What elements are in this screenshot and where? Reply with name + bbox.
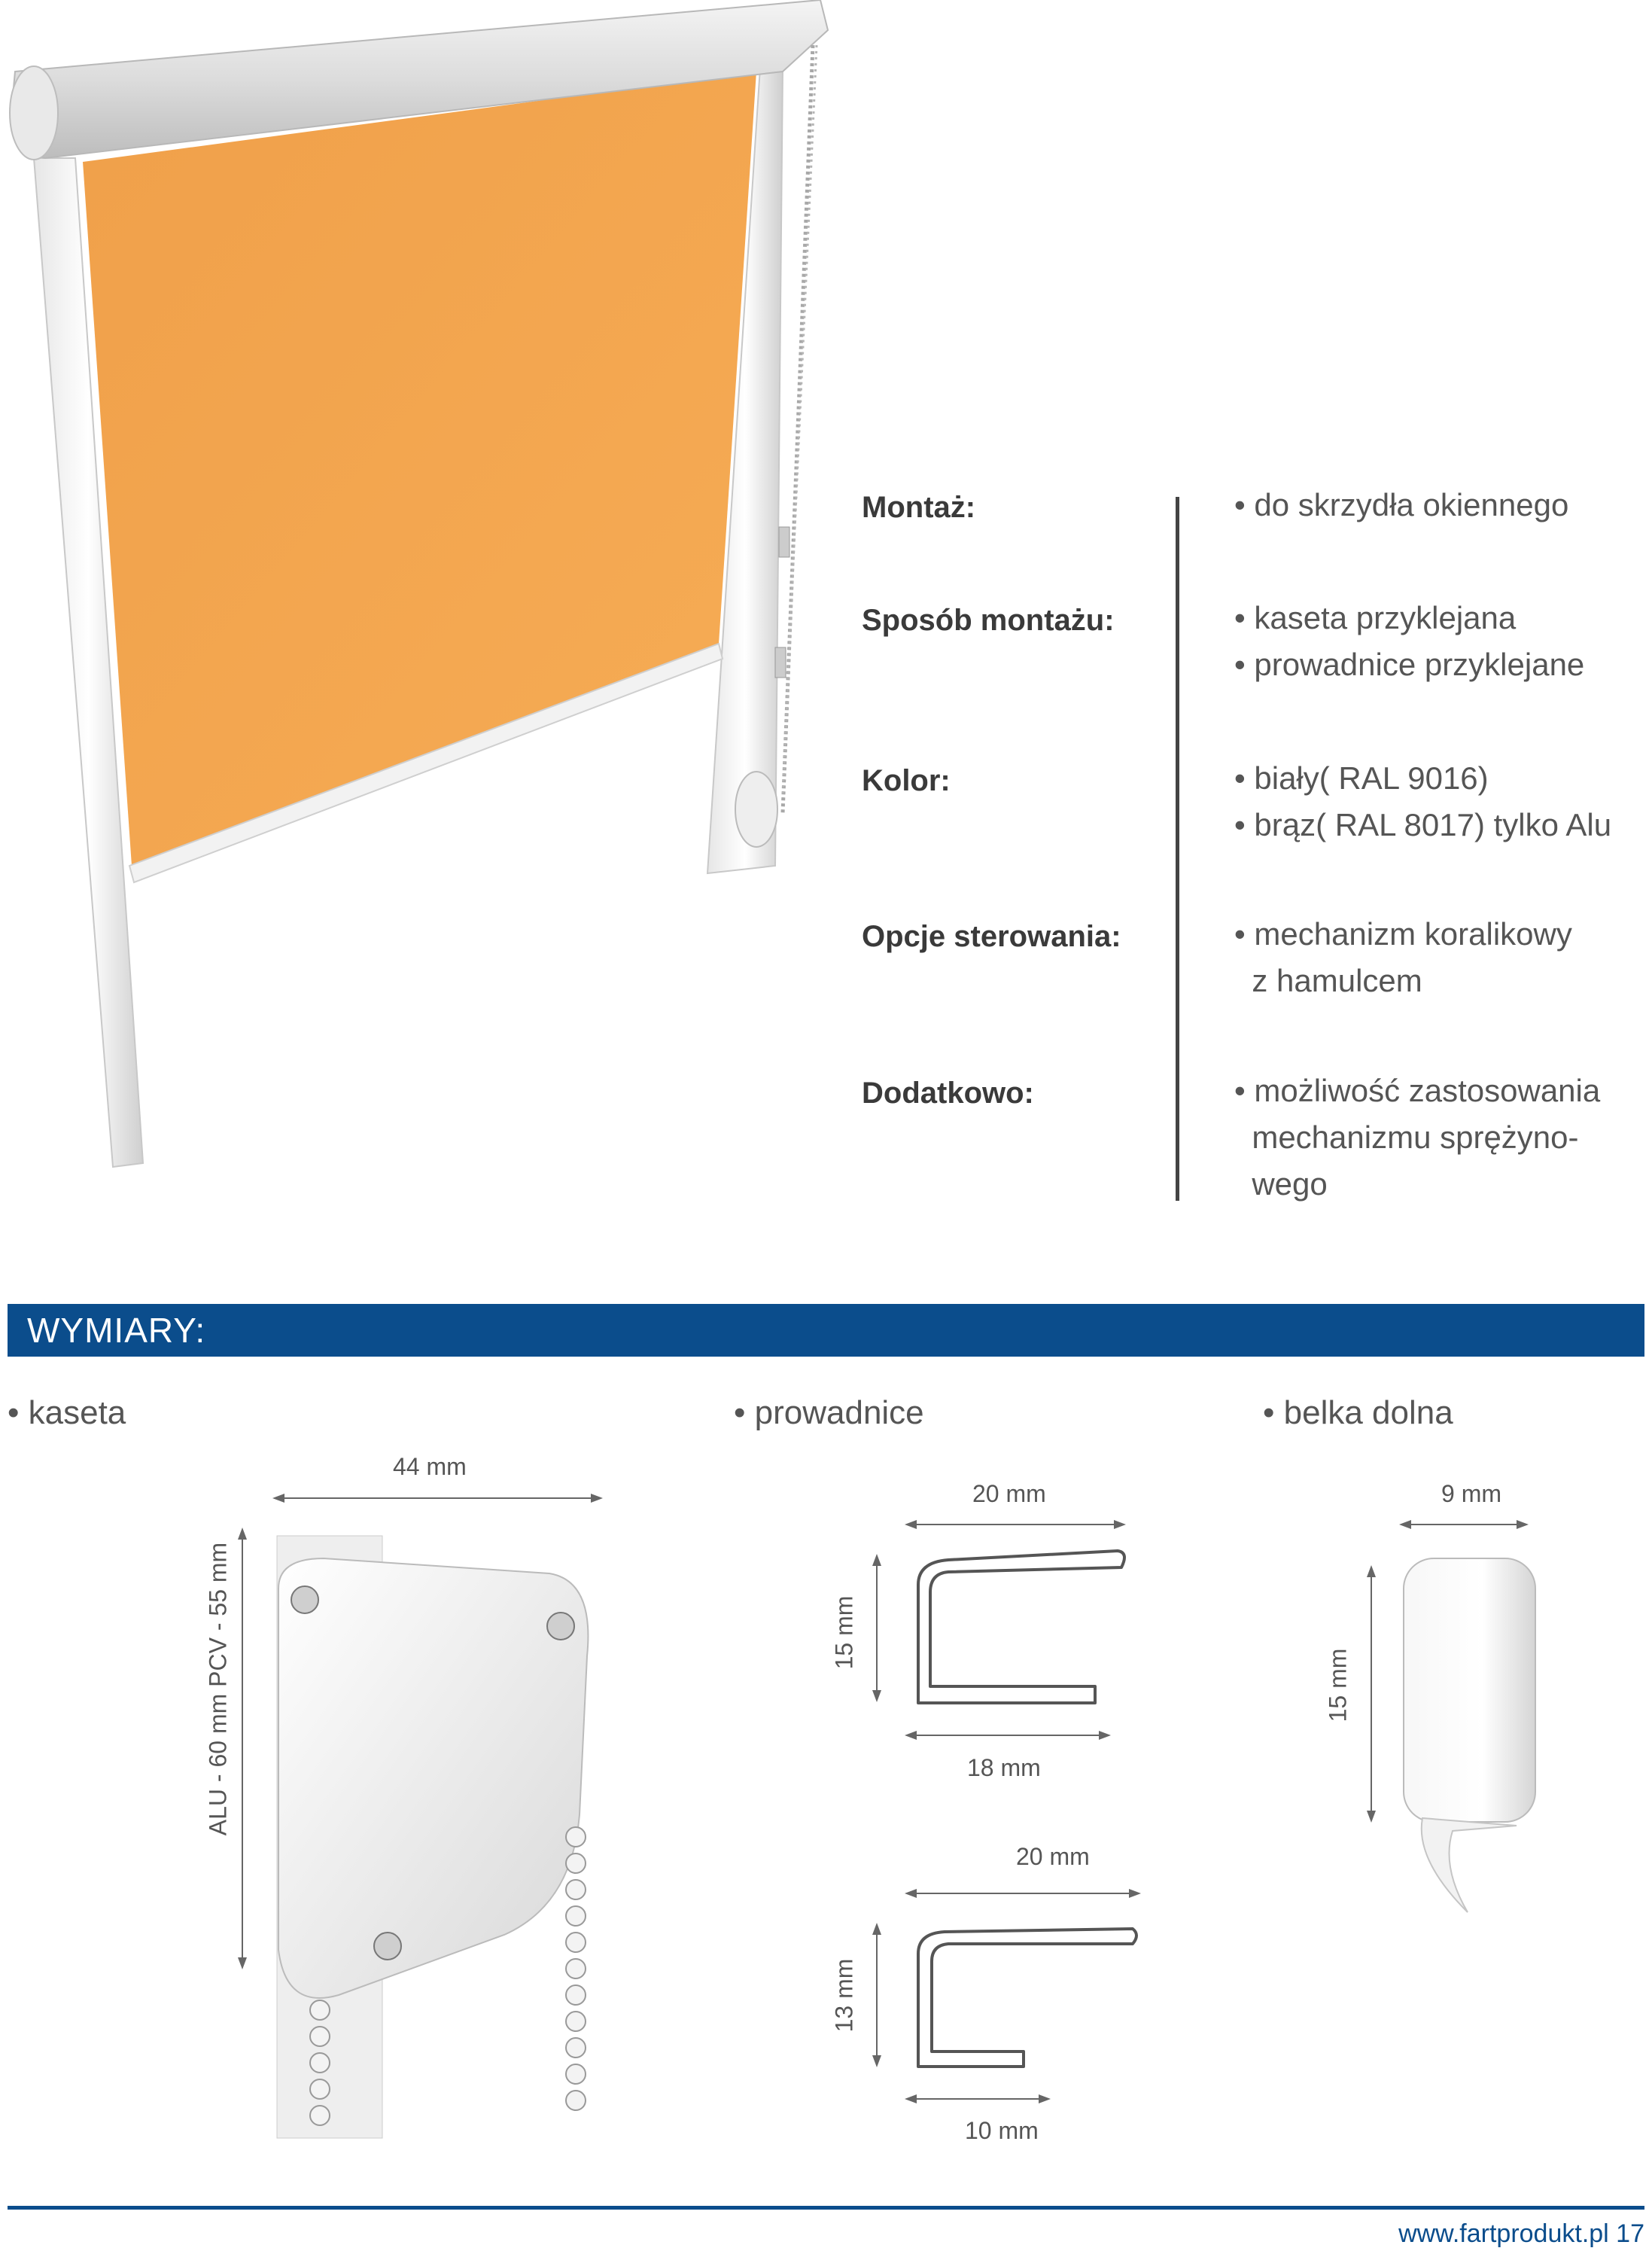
spec-divider	[1176, 497, 1179, 1201]
section-header-bar	[8, 1304, 1644, 1357]
prow2-height-label: 13 mm	[830, 1958, 858, 2033]
kaseta-drawing	[196, 1483, 647, 2146]
prow2-bottom-label: 10 mm	[965, 2117, 1039, 2144]
kaseta-end-cap	[278, 1558, 588, 1998]
spec-value-montaz	[1234, 482, 1568, 528]
spec-label-sposob: Sposób montażu:	[862, 604, 1115, 637]
spec-label-dodatkowo: Dodatkowo:	[862, 1077, 1034, 1110]
category-prowadnice: • prowadnice	[734, 1394, 924, 1431]
screw	[291, 1586, 318, 1613]
spec-value-line: • możliwość zastosowania	[1234, 1073, 1601, 1108]
spec-value-line: • kaseta przyklejana	[1234, 600, 1517, 635]
prow1-height-label: 15 mm	[830, 1595, 858, 1670]
spec-value-dodatkowo	[1234, 1068, 1600, 1208]
category-belka: • belka dolna	[1263, 1394, 1453, 1431]
cassette-end-cap	[10, 66, 58, 160]
spec-value-line: • prowadnice przyklejane	[1234, 647, 1585, 682]
bead-chain-2	[783, 45, 817, 798]
belka-width-label: 9 mm	[1441, 1480, 1501, 1507]
spec-value-opcje	[1234, 911, 1572, 1004]
prow1-top-label: 20 mm	[972, 1480, 1046, 1507]
kaseta-height-label: ALU - 60 mm PCV - 55 mm	[204, 1542, 232, 1836]
roller-blind-image	[0, 0, 835, 1189]
belka-dolna-drawing	[1347, 1506, 1573, 1927]
category-kaseta: • kaseta	[8, 1394, 126, 1431]
spec-value-line: • brąz( RAL 8017) tylko Alu	[1234, 807, 1612, 842]
prowadnice-profile-2	[866, 1875, 1167, 2115]
section-title: WYMIARY:	[27, 1311, 206, 1350]
footer-url-page: www.fartprodukt.pl 17	[1398, 2219, 1644, 2248]
footer-line	[8, 2206, 1644, 2210]
spec-value-kolor	[1234, 755, 1611, 848]
spec-value-line: mechanizmu sprężyno-	[1234, 1119, 1579, 1155]
belka-height-label: 15 mm	[1324, 1648, 1352, 1723]
chain-stopper	[779, 527, 789, 557]
spec-value-line: • do skrzydła okiennego	[1234, 487, 1569, 522]
prowadnice-profile-1	[866, 1506, 1152, 1754]
kaseta-width-label: 44 mm	[393, 1453, 467, 1480]
spec-value-line: • biały( RAL 9016)	[1234, 760, 1489, 796]
spec-value-sposob	[1234, 595, 1584, 688]
spec-value-line: wego	[1234, 1166, 1328, 1202]
spec-label-kolor: Kolor:	[862, 764, 951, 797]
screw	[374, 1933, 401, 1960]
chain-stopper-2	[775, 647, 786, 678]
spec-label-opcje: Opcje sterowania:	[862, 920, 1121, 953]
prow1-bottom-label: 18 mm	[967, 1754, 1041, 1781]
spec-label-montaz: Montaż:	[862, 491, 976, 524]
bead-chain	[783, 45, 813, 813]
spec-value-line: • mechanizm koralikowy	[1234, 916, 1572, 952]
chain-tensioner	[735, 772, 777, 847]
prow2-top-label: 20 mm	[1016, 1843, 1090, 1870]
screw	[547, 1613, 574, 1640]
spec-value-line: z hamulcem	[1234, 963, 1422, 998]
blind-fabric	[83, 72, 756, 866]
